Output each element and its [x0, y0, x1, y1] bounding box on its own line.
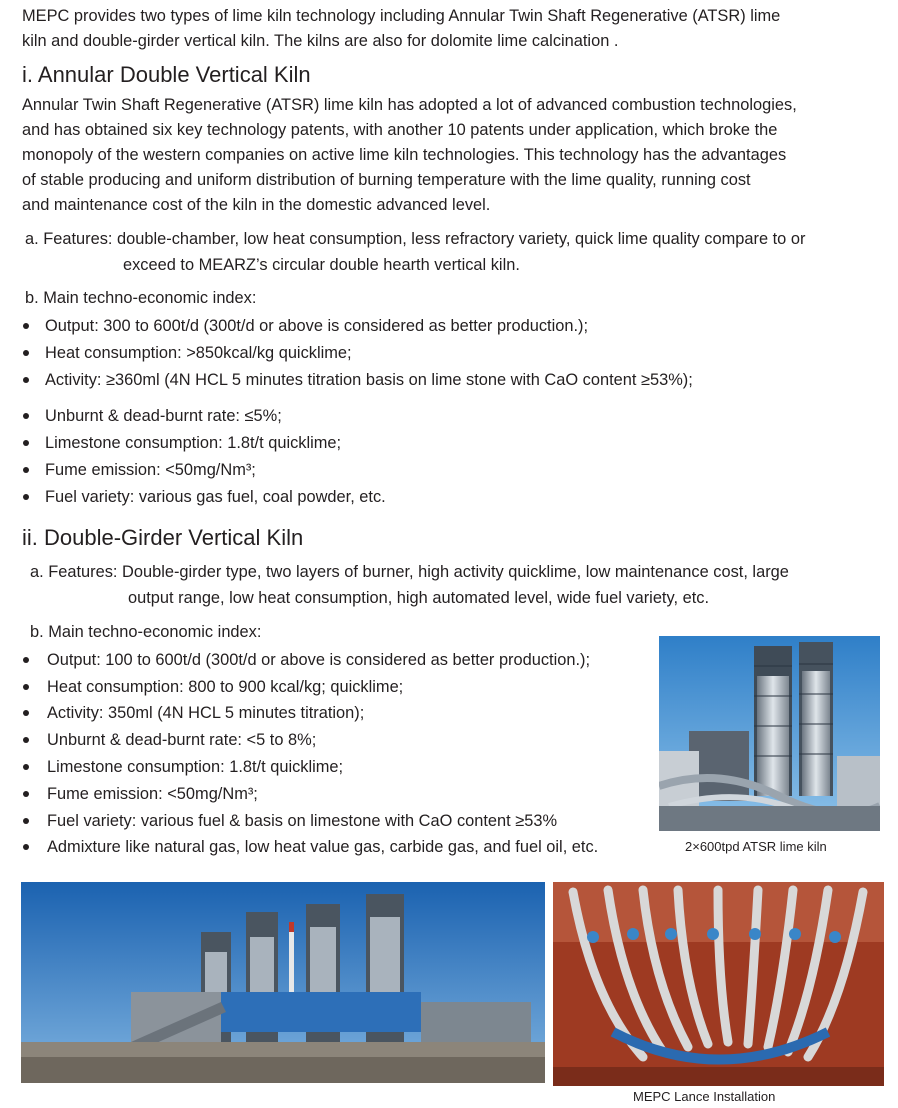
bullet-dot-icon [23, 764, 29, 770]
bullet-dot-icon [23, 657, 29, 663]
section-1-features-line-1: a. Features: double-chamber, low heat consumption, less refractory variety, quick lime quality compare to or [25, 230, 806, 248]
list-item: Unburnt & dead-burnt rate: <5 to 8%; [47, 731, 317, 749]
kiln-photo-caption: 2×600tpd ATSR lime kiln [685, 839, 827, 854]
bullet-dot-icon [23, 737, 29, 743]
list-item: Limestone consumption: 1.8t/t quicklime; [47, 758, 344, 776]
lance-photo-caption: MEPC Lance Installation [633, 1089, 776, 1104]
bullet-dot-icon [23, 818, 29, 824]
list-item: Unburnt & dead-burnt rate: ≤5%; [45, 407, 282, 425]
bullet-dot-icon [23, 684, 29, 690]
section-2-index-title: b. Main techno-economic index: [30, 623, 262, 641]
section-1-index-title: b. Main techno-economic index: [25, 289, 257, 307]
list-item: Fuel variety: various fuel & basis on limestone with CaO content ≥53% [47, 812, 558, 830]
bullet-dot-icon [23, 710, 29, 716]
list-item: Fuel variety: various gas fuel, coal powder, etc. [45, 488, 386, 506]
atsr-kiln-photo [659, 636, 880, 831]
bullet-dot-icon [23, 413, 29, 419]
section-1-paragraph-line-2: and has obtained six key technology patents, with another 10 patents under application, which broke the [22, 121, 778, 139]
list-item: Limestone consumption: 1.8t/t quicklime; [45, 434, 342, 452]
bullet-dot-icon [23, 494, 29, 500]
bullet-dot-icon [23, 323, 29, 329]
section-1-paragraph-line-1: Annular Twin Shaft Regenerative (ATSR) lime kiln has adopted a lot of advanced combustion technologies, [22, 96, 797, 114]
bullet-dot-icon [23, 791, 29, 797]
section-2-features-line-1: a. Features: Double-girder type, two layers of burner, high activity quicklime, low maintenance cost, large [30, 563, 789, 581]
section-2-heading: ii. Double-Girder Vertical Kiln [22, 525, 304, 550]
list-item: Activity: 350ml (4N HCL 5 minutes titration); [47, 704, 365, 722]
bullet-dot-icon [23, 844, 29, 850]
list-item: Admixture like natural gas, low heat value gas, carbide gas, and fuel oil, etc. [47, 838, 599, 856]
section-1-paragraph-line-4: of stable producing and uniform distribution of burning temperature with the lime quality, running cost [22, 171, 751, 189]
list-item: Output: 300 to 600t/d (300t/d or above is considered as better production.); [45, 317, 589, 335]
section-1-features-line-2: exceed to MEARZ’s circular double hearth vertical kiln. [123, 256, 520, 274]
intro-line-1: MEPC provides two types of lime kiln technology including Annular Twin Shaft Regenerative (ATSR) lime [22, 7, 781, 25]
list-item: Fume emission: <50mg/Nm³; [45, 461, 256, 479]
list-item: Activity: ≥360ml (4N HCL 5 minutes titration basis on lime stone with CaO content ≥53%); [45, 371, 693, 389]
section-1-paragraph-line-3: monopoly of the western companies on active lime kiln technologies. This technology has the advantages [22, 146, 787, 164]
list-item: Heat consumption: 800 to 900 kcal/kg; quicklime; [47, 678, 404, 696]
bullet-dot-icon [23, 377, 29, 383]
lance-installation-photo [553, 882, 884, 1086]
section-2-features-line-2: output range, low heat consumption, high automated level, wide fuel variety, etc. [128, 589, 709, 607]
bullet-dot-icon [23, 440, 29, 446]
section-1-heading: i. Annular Double Vertical Kiln [22, 62, 311, 87]
intro-line-2: kiln and double-girder vertical kiln. The kilns are also for dolomite lime calcination . [22, 32, 619, 50]
bullet-dot-icon [23, 350, 29, 356]
kiln-plant-photo [21, 882, 545, 1083]
list-item: Fume emission: <50mg/Nm³; [47, 785, 258, 803]
list-item: Heat consumption: >850kcal/kg quicklime; [45, 344, 352, 362]
section-1-paragraph-line-5: and maintenance cost of the kiln in the domestic advanced level. [22, 196, 491, 214]
bullet-dot-icon [23, 467, 29, 473]
list-item: Output: 100 to 600t/d (300t/d or above is considered as better production.); [47, 651, 591, 669]
